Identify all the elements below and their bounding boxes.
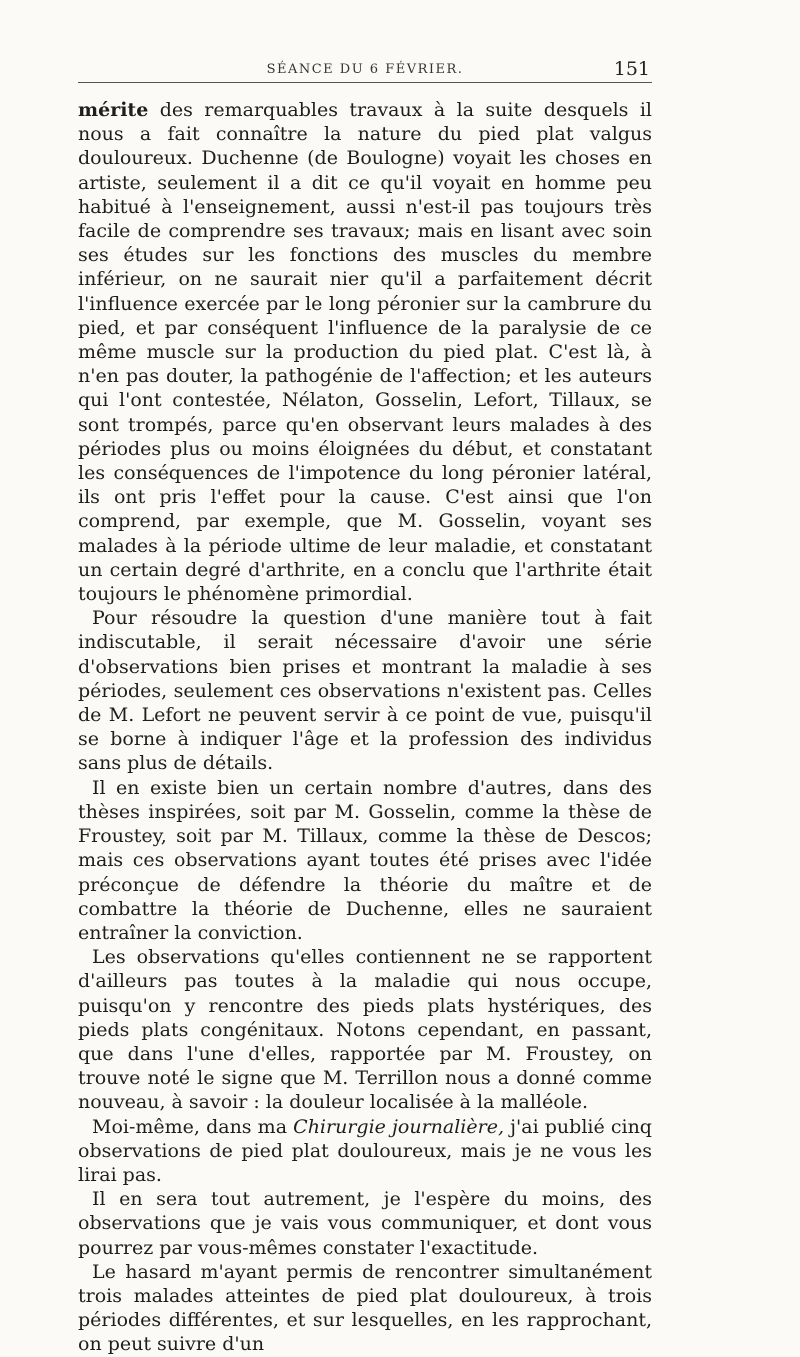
paragraph-6: Il en sera tout autrement, je l'espère du moins, des observations que je vais vous communiquer, et dont vous pourrez par vous-mêmes constater l'exactitude.: [78, 1188, 652, 1259]
paragraph-1-lead: mérite: [78, 99, 149, 121]
running-title: SÉANCE DU 6 FÉVRIER.: [266, 62, 464, 77]
paragraph-3: Il en existe bien un certain nombre d'autres, dans des thèses inspirées, soit par M. Gosselin, comme la thèse de Froustey, soit par M. Tillaux, comme la thèse de Descos; mais ces observations ayant toutes été prises avec l'idée préconçue de défendre la théorie du maître et de combattre la théorie de Duchenne, elles ne sauraient entraîner la conviction.: [78, 776, 652, 944]
paragraph-2: Pour résoudre la question d'une manière tout à fait indiscutable, il serait nécessaire d'avoir une série d'observations bien prises et montrant la maladie à ses périodes, seulement ces observations n'existent pas. Celles de M. Lefort ne peuvent servir à ce point de vue, puisqu'il se borne à indiquer l'âge et la profession des individus sans plus de détails.: [78, 607, 652, 775]
paragraph-4: Les observations qu'elles contiennent ne se rapportent d'ailleurs pas toutes à la maladie qui nous occupe, puisqu'on y rencontre des pieds plats hystériques, des pieds plats congénitaux. Notons cependant, en passant, que dans l'une d'elles, rapportée par M. Froustey, on trouve noté le signe que M. Terrillon nous a donné comme nouveau, à savoir : la douleur localisée à la malléole.: [78, 946, 652, 1114]
paragraph-1-text: des remarquables travaux à la suite desquels il nous a fait connaître la nature du pied plat valgus douloureux. Duchenne (de Boulogne) voyait les choses en artiste, seulement il a dit ce qu'il voyait en homme peu habitué à l'enseignement, aussi n'est-il pas toujours très facile de comprendre ses travaux; mais en lisant avec soin ses études sur les fonctions des muscles du membre inférieur, on ne saurait nier qu'il a parfaitement décrit l'influence exercée par le long péronier sur la cambrure du pied, et par conséquent l'influence de la paralysie de ce même muscle sur la production du pied plat. C'est là, à n'en pas douter, la pathogénie de l'affection; et les auteurs qui l'ont contestée, Nélaton, Gosselin, Lefort, Tillaux, se sont trompés, parce qu'en observant leurs malades à des périodes plus ou moins éloignées du début, et constatant les conséquences de l'impotence du long péronier latéral, ils ont pris l'effet pour la cause. C'est ainsi que l'on comprend, par exemple, que M. Gosselin, voyant ses malades à la période ultime de leur maladie, et constatant un certain degré d'arthrite, en a conclu que l'arthrite était toujours le phénomène primordial.: [78, 99, 652, 606]
paragraph-5-before: Moi-même, dans ma: [92, 1115, 294, 1138]
page-number: 151: [613, 58, 650, 80]
page-header: [78, 52, 652, 83]
paragraph-5: [78, 1115, 652, 1188]
paragraph-5-after: j'ai publié cinq observations de pied plat douloureux, mais je ne vous les lirai pas.: [78, 1115, 652, 1186]
body-text: [78, 98, 652, 1357]
paragraph-1: [78, 98, 652, 606]
paragraph-7: Le hasard m'ayant permis de rencontrer simultanément trois malades atteintes de pied plat douloureux, à trois périodes différentes, et sur lesquelles, en les rapprochant, on peut suivre d'un: [78, 1260, 652, 1356]
book-title: Chirurgie journalière,: [293, 1115, 504, 1138]
